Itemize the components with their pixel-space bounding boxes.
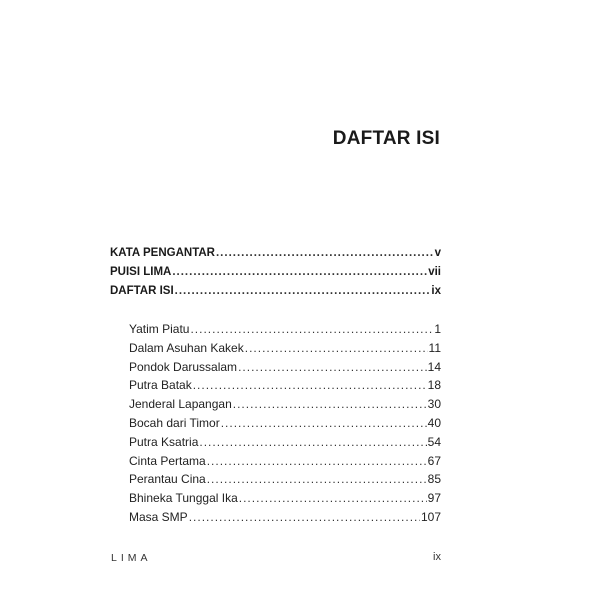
toc-main-section: [110, 247, 441, 304]
toc-chapter-entry: [129, 491, 441, 510]
toc-chapter-entry: [129, 397, 441, 416]
toc-entry-label: PUISI LIMA: [110, 266, 172, 278]
page-title: DAFTAR ISI: [332, 128, 440, 149]
toc-entry-label: DAFTAR ISI: [110, 285, 174, 297]
leader-dots: [175, 285, 431, 297]
footer-page-number: ix: [433, 551, 441, 563]
toc-entry-puisi-lima: [110, 266, 441, 285]
toc-chapter-label: Jenderal Lapangan: [129, 397, 232, 412]
leader-dots: [190, 322, 433, 336]
toc-chapter-page: 97: [427, 491, 441, 506]
toc-chapter-label: Dalam Asuhan Kakek: [129, 340, 244, 355]
toc-chapter-page: 67: [427, 453, 441, 468]
toc-entry-page: ix: [431, 285, 441, 297]
leader-dots: [172, 266, 427, 278]
toc-chapter-page: 85: [427, 472, 441, 487]
toc-chapter-page: 30: [427, 397, 441, 412]
toc-chapter-label: Masa SMP: [129, 509, 188, 524]
leader-dots: [233, 397, 427, 411]
leader-dots: [207, 472, 427, 486]
toc-chapter-label: Pondok Darussalam: [129, 359, 238, 374]
toc-chapter-page: 1: [434, 322, 441, 336]
leader-dots: [221, 416, 427, 430]
toc-entry-page: vii: [428, 266, 441, 278]
toc-entry-kata-pengantar: [110, 247, 441, 266]
toc-chapter-page: 14: [427, 359, 441, 374]
leader-dots: [199, 435, 426, 449]
toc-chapter-label: Bocah dari Timor: [129, 415, 220, 430]
toc-chapter-label: Putra Batak: [129, 378, 192, 393]
toc-chapter-entry: [129, 378, 441, 397]
toc-entry-page: v: [434, 247, 441, 259]
toc-chapter-section: [129, 322, 441, 529]
toc-chapter-entry: [129, 435, 441, 454]
footer-book-title: LIMA: [111, 552, 152, 564]
toc-chapter-entry: [129, 360, 441, 379]
leader-dots: [238, 360, 427, 374]
toc-chapter-label: Yatim Piatu: [129, 322, 190, 336]
toc-chapter-page: 54: [427, 434, 441, 449]
toc-chapter-label: Cinta Pertama: [129, 453, 206, 468]
toc-chapter-label: Putra Ksatria: [129, 434, 199, 449]
toc-chapter-entry: [129, 472, 441, 491]
toc-entry-daftar-isi: [110, 285, 441, 304]
toc-chapter-entry: [129, 322, 441, 341]
leader-dots: [189, 510, 420, 524]
leader-dots: [207, 454, 427, 468]
toc-chapter-entry: [129, 416, 441, 435]
toc-chapter-page: 40: [427, 415, 441, 430]
toc-chapter-page: 11: [428, 340, 441, 355]
leader-dots: [245, 341, 428, 355]
toc-chapter-entry: [129, 454, 441, 473]
toc-chapter-page: 18: [427, 378, 441, 393]
leader-dots: [193, 378, 427, 392]
toc-chapter-label: Perantau Cina: [129, 472, 206, 487]
leader-dots: [216, 247, 434, 259]
toc-chapter-entry: [129, 510, 441, 529]
toc-entry-label: KATA PENGANTAR: [110, 247, 215, 259]
toc-chapter-label: Bhineka Tunggal Ika: [129, 491, 238, 506]
toc-chapter-page: 107: [420, 509, 441, 524]
leader-dots: [239, 491, 427, 505]
toc-chapter-entry: [129, 341, 441, 360]
